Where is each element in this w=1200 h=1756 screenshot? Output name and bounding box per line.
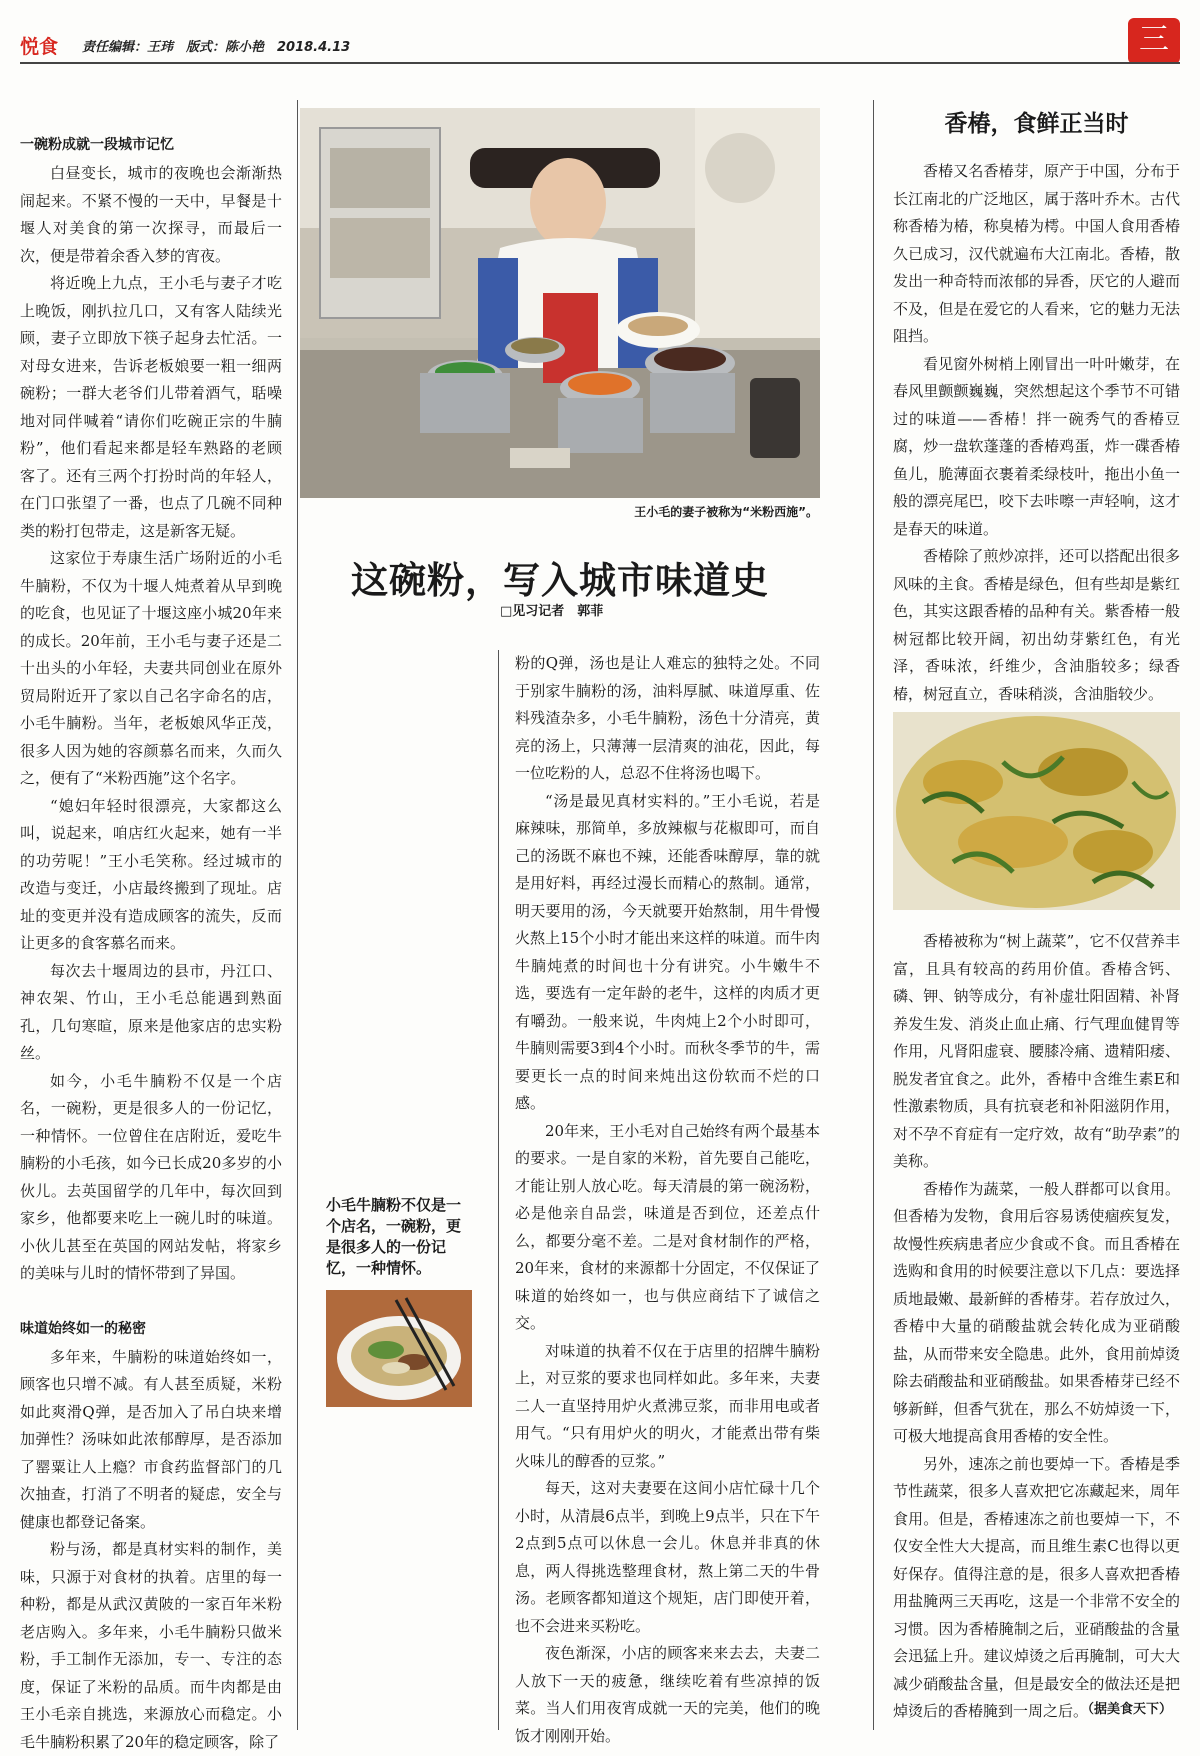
column-divider [873, 100, 874, 1730]
paragraph: 粉与汤，都是真材实料的制作，美味，只源于对食材的执着。店里的每一种粉，都是从武汉黄陂的一家百年米粉老店购入。多年来，小毛牛腩粉只做米粉，手工制作无添加，专一、专注的态度，保证了米粉的品质。而牛肉都是由王小毛亲自挑选，来源放心而稳定。小毛牛腩粉积累了20年的稳定顾客，除了 [20, 1540, 282, 1751]
noodle-bowl-photo [326, 1290, 472, 1407]
main-article-photo [300, 108, 820, 498]
pull-quote: 小毛牛腩粉不仅是一个店名，一碗粉，更是很多人的一份记忆，一种情怀。 [326, 1196, 462, 1277]
paragraph: 多年来，牛腩粉的味道始终如一，顾客也只增不减。有人甚至质疑，米粉如此爽滑Q弹，是否加入了吊白块来增加弹性？汤味如此浓郁醇厚，是否添加了罂粟让人上瘾？市食药监督部门的几次抽查，打消了不明者的疑虑，安全与健康也都登记备案。 [20, 1347, 282, 1531]
paragraph: 如今，小毛牛腩粉不仅是一个店名，一碗粉，更是很多人的一份记忆，一种情怀。一位曾住在店附近，爱吃牛腩粉的小毛孩，如今已长成20多岁的小伙儿。去英国留学的几年中，每次回到家乡，他都要来吃上一碗儿时的味道。小伙儿甚至在英国的网站发帖，将家乡的美味与儿时的情怀带到了异国。 [20, 1071, 282, 1282]
paragraph: 另外，速冻之前也要焯一下。香椿是季节性蔬菜，很多人喜欢把它冻藏起来，周年食用。但是，香椿速冻之前也要焯一下，不仅安全性大大提高，而且维生素C也得以更好保存。值得注意的是，很多人喜欢把香椿用盐腌两三天再吃，这是一个非常不安全的习惯。因为香椿腌制之后，亚硝酸盐的含量会迅猛上升。建议焯烫之后再腌制，可大大减少硝酸盐含量，但是最安全的做法还是把焯烫后的香椿腌到一周之后。 [893, 1454, 1180, 1720]
column-divider [297, 100, 298, 1730]
main-article-title: 这碗粉，写入城市味道史 [351, 558, 769, 602]
main-article-column-1 [20, 130, 282, 1751]
main-article-column-2 [515, 650, 820, 1745]
paragraph: 将近晚上九点，王小毛与妻子才吃上晚饭，刚扒拉几口，又有客人陆续光顾，妻子立即放下筷子起身去忙活。一对母女进来，告诉老板娘要一粗一细两碗粉；一群大老爷们儿带着酒气，聒噪地对同伴喊着“请你们吃碗正宗的牛腩粉”，他们看起来都是轻车熟路的老顾客了。还有三两个打扮时尚的年轻人，在门口张望了一番，也点了几碗不同种类的粉打包带走，这是新客无疑。 [20, 274, 282, 540]
paragraph: “媳妇年轻时很漂亮，大家都这么叫，说起来，咱店红火起来，她有一半的功劳呢！”王小毛笑称。经过城市的改造与变迁，小店最终搬到了现址。店址的变更并没有造成顾客的流失，反而让更多的食客慕名而来。 [20, 796, 282, 952]
paragraph: 香椿除了煎炒凉拌，还可以搭配出很多风味的主食。香椿是绿色，但有些却是紫红色，其实这跟香椿的品种有关。紫香椿一般树冠都比较开阔，初出幼芽紫红色，有光泽，香味浓，纤维少，含油脂较多；绿香椿，树冠直立，香味稍淡，含油脂较少。 [893, 547, 1180, 703]
paragraph: 每次去十堰周边的县市，丹江口、神农架、竹山，王小毛总能遇到熟面孔，几句寒暄，原来是他家店的忠实粉丝。 [20, 961, 282, 1062]
paragraph: 粉的Q弹，汤也是让人难忘的独特之处。不同于别家牛腩粉的汤，油料厚腻、味道厚重、佐料残渣杂多，小毛牛腩粉，汤色十分清亮，黄亮的汤上，只薄薄一层清爽的油花，因此，每一位吃粉的人，总忍不住将汤也喝下。 [515, 654, 820, 782]
paragraph: 白昼变长，城市的夜晚也会渐渐热闹起来。不紧不慢的一天中，早餐是十堰人对美食的第一次探寻，而最后一次，便是带着余香入梦的宵夜。 [20, 164, 282, 265]
toon-egg-illustration [893, 712, 1180, 910]
side-article-column-top [893, 158, 1180, 703]
section-heading: 一碗粉成就一段城市记忆 [20, 137, 174, 153]
editor-credits: 责任编辑：王玮 版式：陈小艳 2018.4.13 [82, 40, 351, 55]
paragraph: “汤是最见真材实料的。”王小毛说，若是麻辣味，那简单，多放辣椒与花椒即可，而自己的汤既不麻也不辣，还能香味醇厚，靠的就是用好料，再经过漫长而精心的熬制。通常，明天要用的汤，今天就要开始熬制，用牛骨慢火熬上15个小时才能出来这样的味道。而牛肉牛腩炖煮的时间也十分有讲究。小牛嫩牛不选，要选有一定年龄的老牛，这样的肉质才更有嚼劲。一般来说，牛肉炖上2个小时即可，牛腩则需要3到4个小时。而秋冬季节的牛，需要更长一点的时间来炖出这份软而不烂的口感。 [515, 791, 820, 1112]
paragraph: 香椿被称为“树上蔬菜”，它不仅营养丰富，且具有较高的药用价值。香椿含钙、磷、钾、钠等成分，有补虚壮阳固精、补肾养发生发、消炎止血止痛、行气理血健胃等作用，凡肾阳虚衰、腰膝冷痛、遗精阳痿、脱发者宜食之。此外，香椿中含维生素E和性激素物质，具有抗衰老和补阳滋阴作用，对不孕不育症有一定疗效，故有“助孕素”的美称。 [893, 932, 1180, 1170]
page-number-badge: 三 [1128, 18, 1180, 64]
page-header [20, 22, 1180, 64]
paragraph: 20年来，王小毛对自己始终有两个最基本的要求。一是自家的米粉，首先要自己能吃，才能让别人放心吃。每天清晨的第一碗汤粉，必是他亲自品尝，味道是否到位，还差点什么，都要分毫不差。二是对食材制作的严格，20年来，食材的来源都十分固定，不仅保证了味道的始终如一，也与供应商结下了诚信之交。 [515, 1121, 820, 1332]
paragraph: 香椿作为蔬菜，一般人群都可以食用。但香椿为发物，食用后容易诱使痼疾复发，故慢性疾病患者应少食或不食。而且香椿在选购和食用的时候要注意以下几点：要选择质地最嫩、最新鲜的香椿芽。若存放过久，香椿中大量的硝酸盐就会转化成为亚硝酸盐，从而带来安全隐患。此外，食用前焯烫除去硝酸盐和亚硝酸盐。如果香椿芽已经不够新鲜，但香气犹在，那么不妨焯烫一下，可极大地提高食用香椿的安全性。 [893, 1179, 1180, 1445]
photo-caption: 王小毛的妻子被称为“米粉西施”。 [634, 505, 818, 519]
toon-dish-photo [893, 712, 1180, 910]
paragraph: 每天，这对夫妻要在这间小店忙碌十几个小时，从清晨6点半，到晚上9点半，只在下午2点到5点可以休息一会儿。休息并非真的休息，两人得挑选整理食材，熬上第二天的牛骨汤。老顾客都知道这个规矩，店门即使开着，也不会进来买粉吃。 [515, 1479, 820, 1635]
byline: □见习记者 郭菲 [500, 604, 604, 619]
paragraph: 香椿又名香椿芽，原产于中国，分布于长江南北的广泛地区，属于落叶乔木。古代称香椿为椿，称臭椿为樗。中国人食用香椿久已成习，汉代就遍布大江南北。香椿，散发出一种奇特而浓郁的异香，厌它的人避而不及，但是在爱它的人看来，它的魅力无法阻挡。 [893, 162, 1180, 345]
source-credit: （据美食天下） [1080, 1702, 1172, 1717]
header-divider [20, 62, 1180, 64]
paragraph: 看见窗外树梢上刚冒出一叶叶嫩芽，在春风里颤颤巍巍，突然想起这个季节不可错过的味道——香椿！拌一碗秀气的香椿豆腐，炒一盘软蓬蓬的香椿鸡蛋，炸一碟香椿鱼儿，脆薄面衣裹着柔绿枝叶，拖出小鱼一般的漂亮尾巴，咬下去咔嚓一声轻响，这才是春天的味道。 [893, 354, 1180, 538]
column-divider [498, 650, 499, 1730]
noodle-bowl-illustration [326, 1290, 472, 1407]
restaurant-photo-illustration [300, 108, 820, 498]
section-brand: 悦食 [20, 36, 59, 58]
paragraph: 夜色渐深，小店的顾客来来去去，夫妻二人放下一天的疲惫，继续吃着有些凉掉的饭菜。当人们用夜宵成就一天的完美，他们的晚饭才刚刚开始。 [515, 1644, 820, 1745]
paragraph: 这家位于寿康生活广场附近的小毛牛腩粉，不仅为十堰人炖煮着从早到晚的吃食，也见证了十堰这座小城20年来的成长。20年前，王小毛与妻子还是二十出头的小年轻，夫妻共同创业在原外贸局附近开了家以自己名字命名的店，小毛牛腩粉。当年，老板娘风华正茂，很多人因为她的容颜慕名而来，久而久之，便有了“米粉西施”这个名字。 [20, 549, 282, 787]
section-heading: 味道始终如一的秘密 [20, 1320, 146, 1337]
side-article-title: 香椿，食鲜正当时 [944, 110, 1129, 137]
paragraph: 对味道的执着不仅在于店里的招牌牛腩粉上，对豆浆的要求也同样如此。多年来，夫妻二人一直坚持用炉火煮沸豆浆，而非用电或者用气。“只有用炉火的明火，才能煮出带有柴火味儿的醇香的豆浆。” [515, 1341, 820, 1470]
